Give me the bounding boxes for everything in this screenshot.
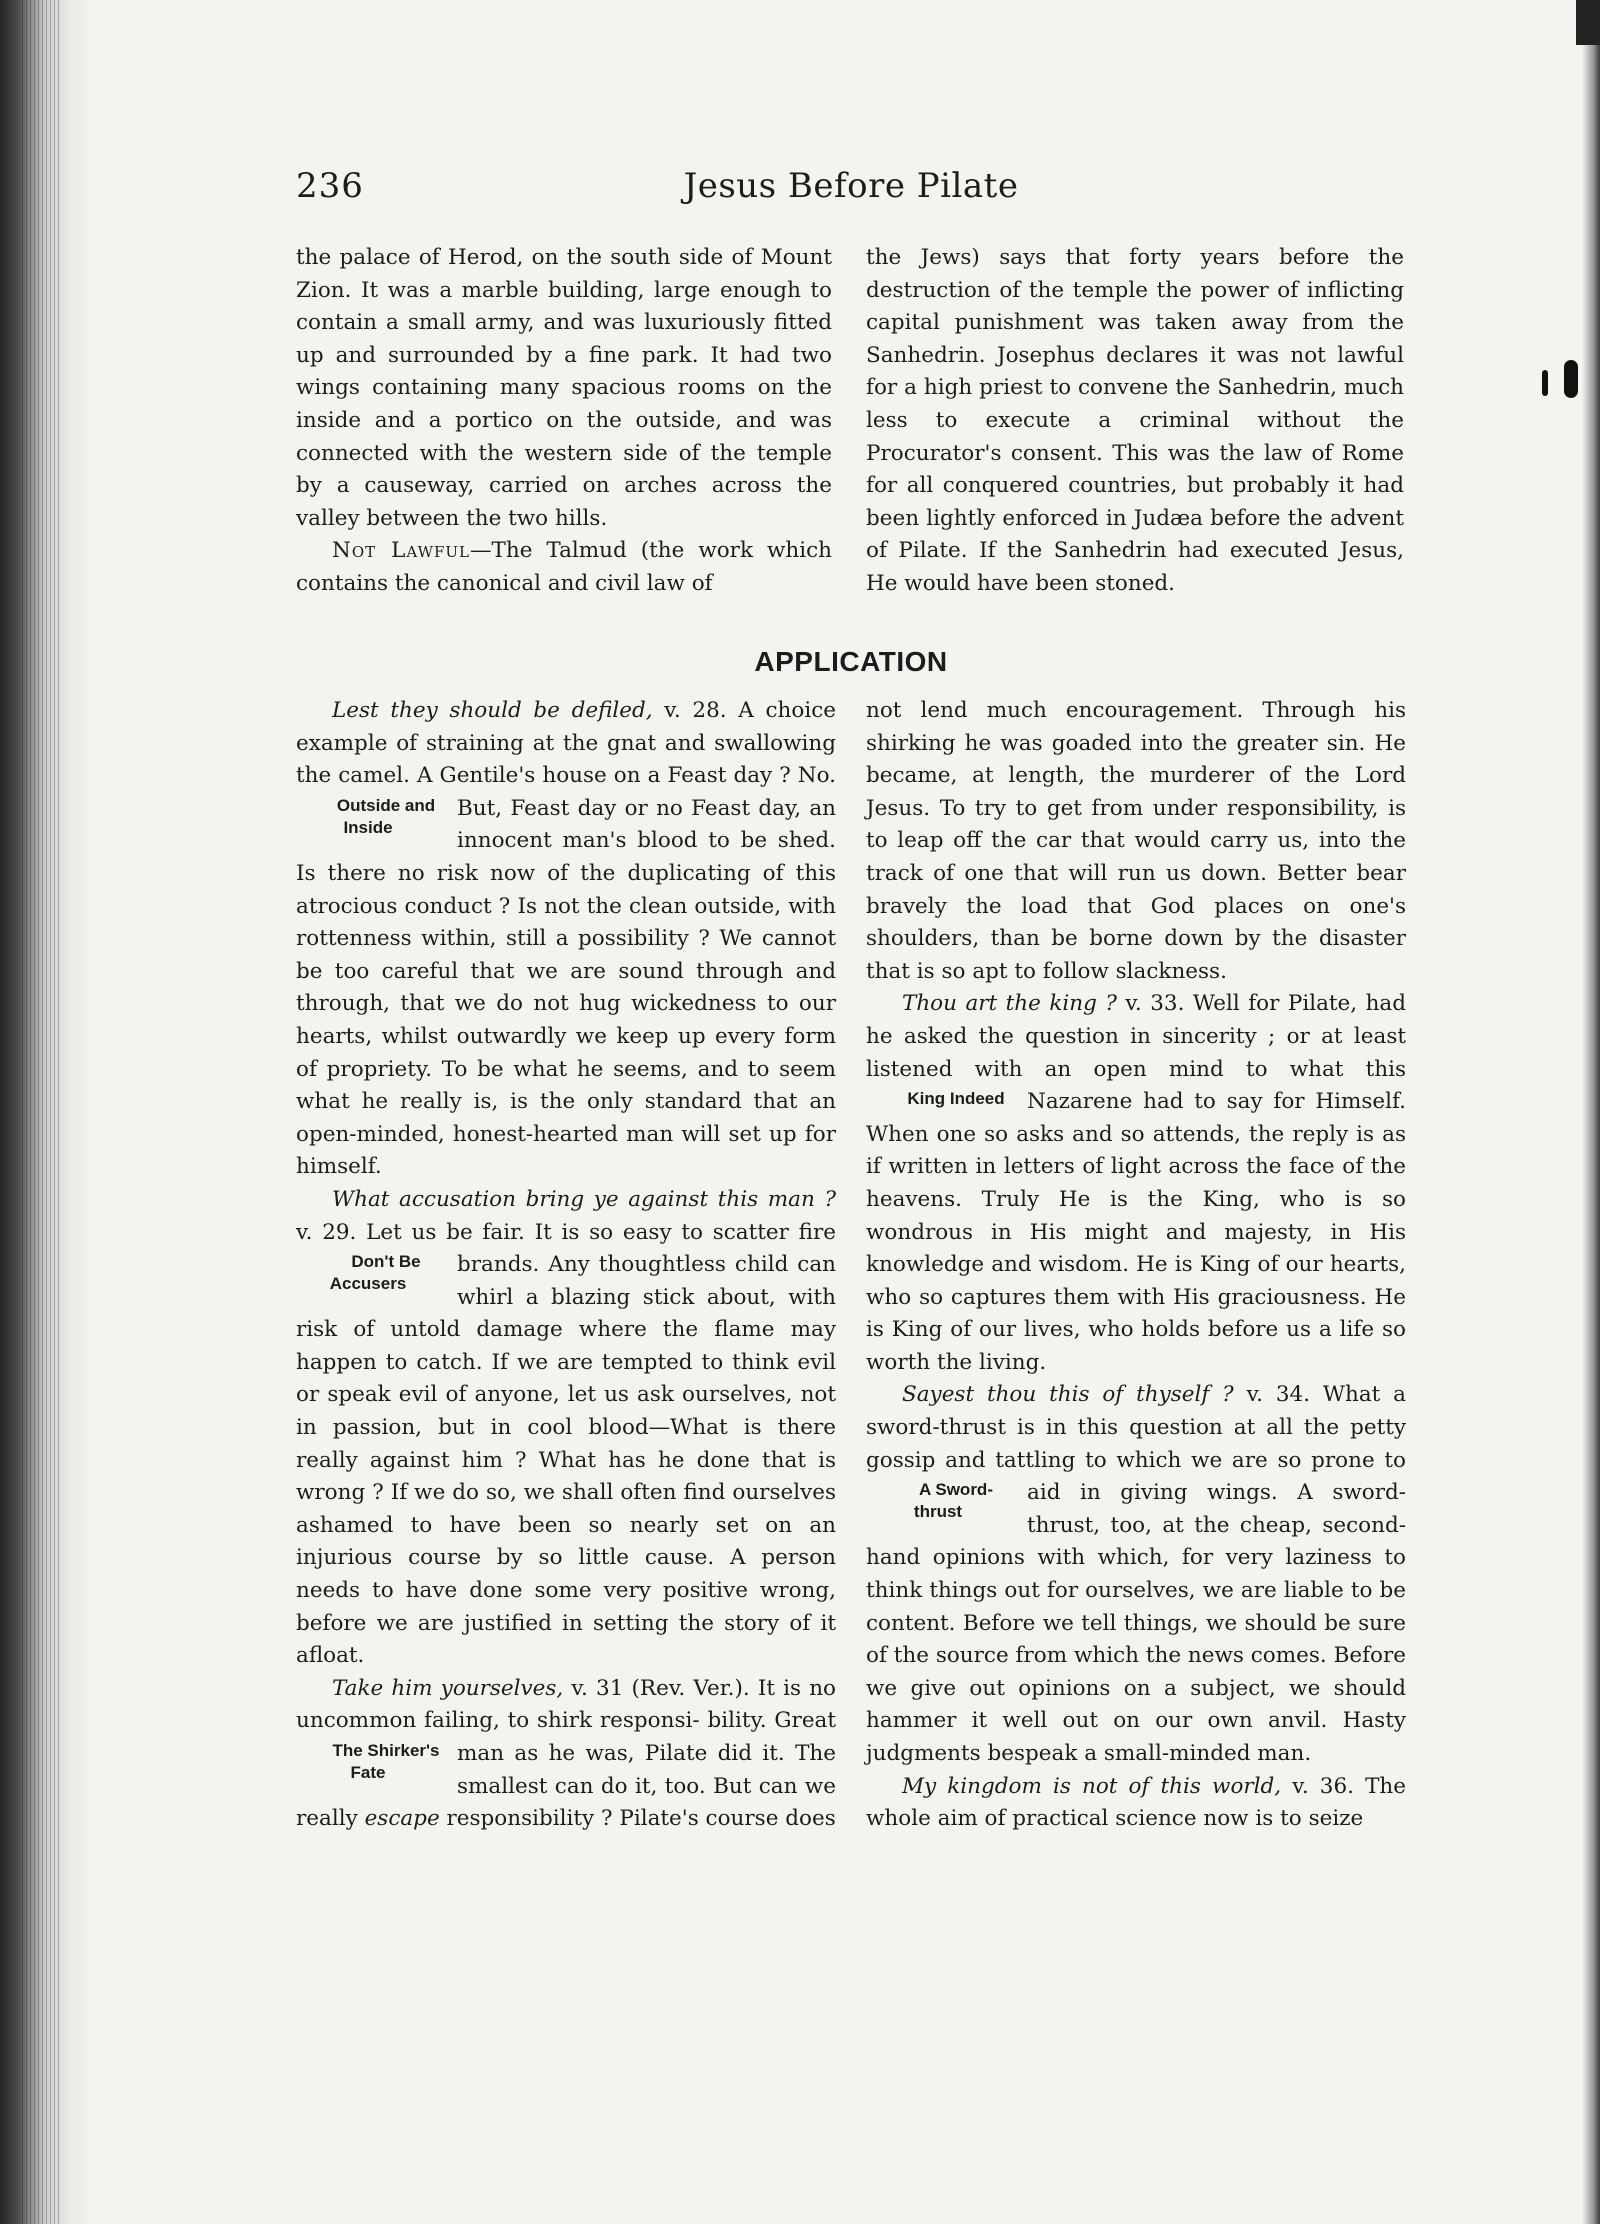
application-paragraph: Take him yourselves, v. 31 (Rev. Ver.). It is no uncommon failing, to shirk responsi- The Shirker's Fate bility. Great man as he was, Pilate did it. The smallest can do it, too. But can we really escape responsibility ? Pilate's course does: [296, 1675, 837, 1832]
scripture-cite: My kingdom is not of this world,: [902, 1773, 1282, 1799]
binding-hole-mark: [1564, 360, 1578, 398]
scripture-cite: What accusation bring ye against this man ?: [332, 1186, 836, 1212]
running-title: Jesus Before Pilate: [683, 166, 1019, 206]
page-number: 236: [296, 166, 364, 206]
sidenote-outside-and-inside: Outside and Inside: [336, 795, 436, 837]
sidenote-king-indeed: King Indeed: [907, 1089, 1005, 1109]
application-paragraph: What accusation bring ye against this man ? v. 29. Let us be fair. It is so easy to scatter fire brands. Any thoughtless child can Don't Be Accusers whirl a blazing stick about, with risk of untold damage where the flame may happen to catch. If we are tempted to think evil or speak evil of anyone, let us ask ourselves, not in passion, but in cool blood—What is there really against him ? What has he done that is wrong ? If we do so, we shall often find ourselves ashamed to have been so nearly set on an injurious course by so little cause. A person needs to have done some very positive wrong, before we are justified in setting the story of it afloat.: [296, 1186, 836, 1669]
right-edge-shadow: [1576, 0, 1600, 45]
application-column-left: [296, 695, 836, 1836]
application-heading: APPLICATION: [754, 646, 948, 677]
sidenote-dont-be-accusers: Don't Be Accusers: [329, 1252, 421, 1294]
note-paragraph: the palace of Herod, on the south side of Mount Zion. It was a marble building, large enough to contain a small army, and was luxuriously fitted up and surrounded by a fine park. It had two wings containing many spacious rooms on the inside and a portico on the outside, and was connected with the western side of the temple by a causeway, carried on arches across the valley between the two hills.: [296, 245, 832, 531]
notes-column-right: [866, 242, 1404, 601]
note-paragraph-not-lawful: Not Lawful—The Talmud (the work which contains the canonical and civil law of: [296, 538, 832, 596]
scripture-cite: Thou art the king ?: [902, 991, 1117, 1017]
right-page-edge: [1582, 0, 1600, 2224]
note-paragraph: the Jews) says that forty years before the destruction of the temple the power of inflicting capital punishment was taken away from the Sanhedrin. Josephus declares it was not lawful for a high priest to convene the Sanhedrin, much less to execute a criminal without the Procurator's consent. This was the law of Rome for all conquered countries, but probably it had been lightly enforced in Judæa before the advent of Pilate. If the Sanhedrin had executed Jesus, He would have been stoned.: [866, 245, 1404, 596]
scripture-cite: Lest they should be defiled,: [332, 698, 653, 723]
application-paragraph: Sayest thou this of thyself ? v. 34. What a sword-thrust is in this question at all the petty gossip and tattling to which we are so A Sword-thrust prone to aid in giving wings. A sword-thrust, too, at the cheap, second-hand opinions with which, for very laziness to think things out for ourselves, we are liable to be content. Before we tell things, we should be sure of the source from which the news comes. Before we give out opinions on a subject, we should hammer it well out on our own anvil. Hasty judgments bespeak a small-minded man.: [866, 1382, 1407, 1766]
notes-column-left: [296, 242, 832, 601]
sidenote-a-sword-thrust: A Sword-thrust: [913, 1480, 993, 1522]
application-paragraph: Lest they should be defiled, v. 28. A choice example of straining at the gnat and swallowing the camel. A Gentile's house on a Feast Outside and Inside day ? No. But, Feast day or no Feast day, an innocent man's blood to be shed. Is there no risk now of the duplicating of this atrocious conduct ? Is not the clean outside, with rottenness within, still a possibility ? We cannot be too careful that we are sound through and through, that we do not hug wickedness to our hearts, whilst outwardly we keep up every form of propriety. To be what he seems, and to seem what he really is, is the only standard that an open-minded, honest-hearted man will set up for himself.: [296, 698, 837, 1180]
page-header: [296, 166, 1406, 216]
application-paragraph: My kingdom is not of this world, v. 36. The whole aim of practical science now is to seize: [866, 1773, 1407, 1832]
application-paragraph: not lend much encouragement. Through his shirking he was goaded into the greater sin. He became, at length, the murderer of the Lord Jesus. To try to get from under responsibility, is to leap off the car that would carry us, into the track of one that will run us down. Better bear bravely the load that God places on one's shoulders, than be borne down by the disaster that is so apt to follow slackness.: [866, 698, 1406, 984]
sidenote-shirkers-fate: The Shirker's Fate: [332, 1741, 440, 1782]
application-column-right: [866, 695, 1406, 1836]
scripture-cite: Sayest thou this of thyself ?: [902, 1382, 1234, 1408]
application-paragraph: Thou art the king ? v. 33. Well for Pilate, had he asked the question in sincerity ; or at least listened with an open mind to what this King Indeed Nazarene had to say for Himself. When one so asks and so attends, the reply is as if written in letters of light across the face of the heavens. Truly He is the King, who is so wondrous in His might and majesty, in His knowledge and wisdom. He is King of our hearts, who so captures them with His graciousness. He is King of our lives, who holds before us a life so worth the living.: [866, 991, 1406, 1375]
binding-hole-mark-left: [1542, 370, 1548, 396]
note-lead: Not Lawful: [332, 538, 471, 564]
page-stack-edges: [22, 0, 62, 2224]
scripture-cite: Take him yourselves,: [332, 1675, 564, 1701]
